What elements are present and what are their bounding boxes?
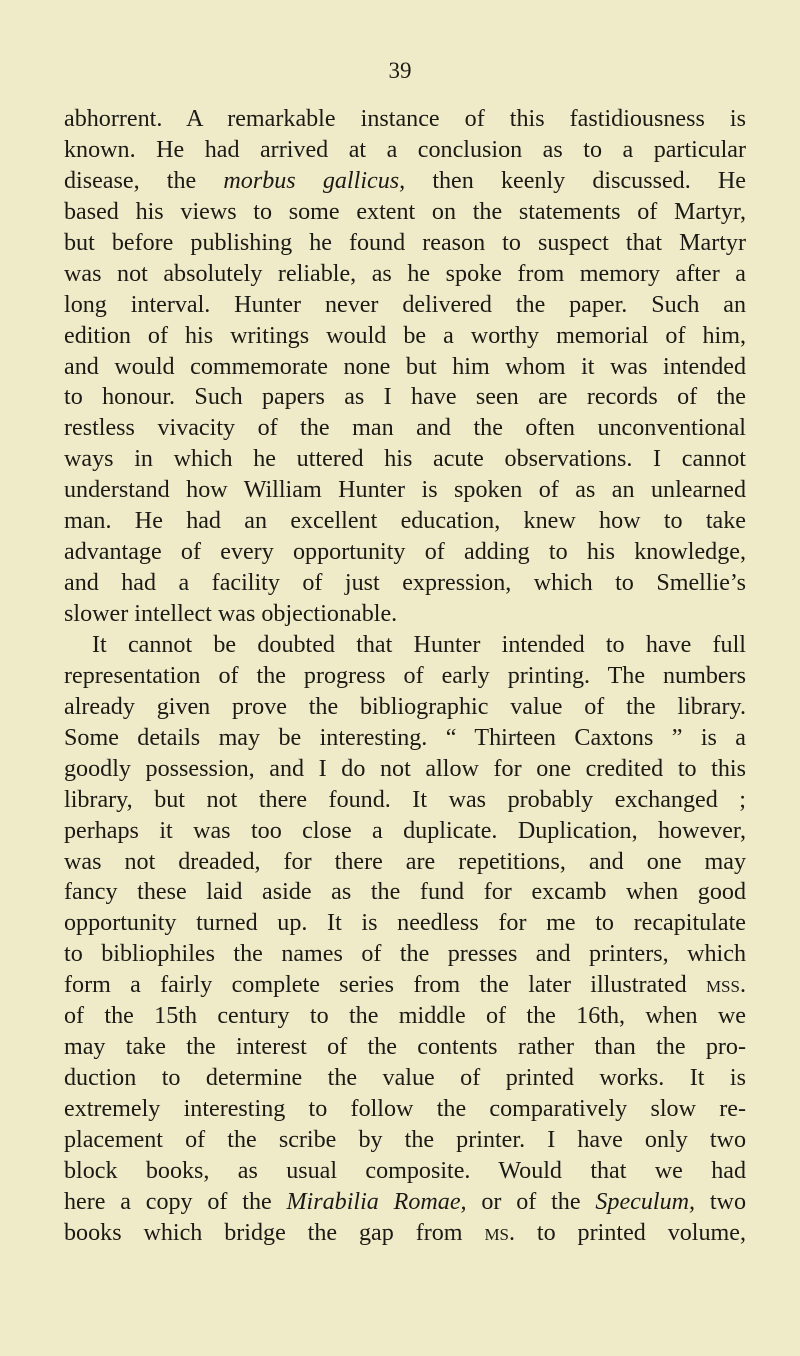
text-line <box>64 197 746 228</box>
body-text <box>64 104 746 1249</box>
text-run: opportunity turned up. It is needless for me to recapitulate <box>64 910 746 937</box>
text-run: edition of his writings would be a worthy memorial of him, <box>64 322 746 349</box>
page-number: 39 <box>388 58 412 83</box>
text-line <box>64 723 746 754</box>
text-line <box>64 104 746 135</box>
text-line <box>64 537 746 568</box>
text-run: understand how William Hunter is spoken of as an unlearned <box>64 477 746 504</box>
text-line <box>64 321 746 352</box>
small-caps-text: ms. <box>484 1219 516 1246</box>
text-run: to honour. Such papers as I have seen are records of the <box>64 384 746 411</box>
text-run: or of the <box>466 1188 596 1215</box>
text-run: man. He had an excellent education, knew how to take <box>64 508 746 535</box>
text-run: may take the interest of the contents rather than the pro- <box>64 1034 746 1061</box>
text-line <box>64 506 746 537</box>
text-run: It cannot be doubted that Hunter intended to have full <box>92 631 746 658</box>
text-line <box>64 135 746 166</box>
text-line <box>64 259 746 290</box>
text-line <box>64 661 746 692</box>
text-run: block books, as usual composite. Would that we had <box>64 1157 746 1184</box>
text-run: was not dreaded, for there are repetitions, and one may <box>64 848 746 875</box>
text-line <box>64 754 746 785</box>
text-run: perhaps it was too close a duplicate. Duplication, however, <box>64 817 746 844</box>
text-run: representation of the progress of early printing. The numbers <box>64 662 746 689</box>
text-line <box>64 692 746 723</box>
text-line <box>64 352 746 383</box>
italic-text: morbus gallicus, <box>223 167 406 194</box>
text-line <box>64 228 746 259</box>
small-caps-text: mss. <box>705 972 746 999</box>
text-run: advantage of every opportunity of adding to his knowledge, <box>64 539 746 566</box>
text-run: goodly possession, and I do not allow for one credited to this <box>64 755 746 782</box>
text-line <box>64 444 746 475</box>
text-line <box>64 290 746 321</box>
text-line <box>64 166 746 197</box>
text-line <box>64 877 746 908</box>
text-run: already given prove the bibliographic value of the library. <box>64 693 746 720</box>
text-run: form a fairly complete series from the later illustrated <box>64 972 706 999</box>
text-line <box>64 1032 746 1063</box>
text-run: to printed volume, <box>515 1219 746 1246</box>
text-run: known. He had arrived at a conclusion as to a particular <box>64 136 746 163</box>
text-line <box>64 630 746 661</box>
text-run: and would commemorate none but him whom it was intended <box>64 353 746 380</box>
text-line <box>64 1156 746 1187</box>
text-run: then keenly discussed. He <box>405 167 746 194</box>
text-line <box>64 599 746 630</box>
text-run: two <box>695 1188 747 1215</box>
text-run: of the 15th century to the middle of the 16th, when we <box>64 1003 746 1030</box>
text-run: restless vivacity of the man and the often unconventional <box>64 415 746 442</box>
text-run: Some details may be interesting. “ Thirteen Caxtons ” is a <box>64 724 746 751</box>
italic-text: Speculum, <box>595 1188 696 1215</box>
text-run: abhorrent. A remarkable instance of this fastidiousness is <box>64 106 746 132</box>
text-run: fancy these laid aside as the fund for excamb when good <box>64 879 746 906</box>
text-line <box>64 413 746 444</box>
text-run: and had a facility of just expression, which to Smellie’s <box>64 570 746 597</box>
text-line <box>64 382 746 413</box>
text-run: here a copy of the <box>64 1188 287 1215</box>
text-run: duction to determine the value of printed works. It is <box>64 1065 746 1092</box>
text-line <box>64 908 746 939</box>
text-line <box>64 847 746 878</box>
text-line <box>64 970 746 1001</box>
italic-text: Mirabilia Romae, <box>286 1188 467 1215</box>
text-line <box>64 1094 746 1125</box>
text-line <box>64 1218 746 1249</box>
text-line <box>64 1063 746 1094</box>
text-run: extremely interesting to follow the comparatively slow re- <box>64 1096 746 1122</box>
text-line <box>64 1125 746 1156</box>
text-run: ways in which he uttered his acute observations. I cannot <box>64 446 746 473</box>
text-line <box>64 785 746 816</box>
text-run: to bibliophiles the names of the presses and printers, which <box>64 941 746 968</box>
text-run: placement of the scribe by the printer. I have only two <box>64 1126 746 1153</box>
text-run: slower intellect was objectionable. <box>64 601 398 627</box>
text-line <box>64 475 746 506</box>
text-run: based his views to some extent on the statements of Martyr, <box>64 198 746 225</box>
text-line <box>64 939 746 970</box>
text-run: but before publishing he found reason to suspect that Martyr <box>64 229 746 256</box>
text-run: was not absolutely reliable, as he spoke from memory after a <box>64 260 746 287</box>
text-run: long interval. Hunter never delivered the paper. Such an <box>64 291 746 318</box>
text-line <box>64 1187 746 1218</box>
text-run: books which bridge the gap from <box>64 1219 485 1246</box>
text-line <box>64 1001 746 1032</box>
text-run: disease, the <box>64 167 224 194</box>
text-line <box>64 816 746 847</box>
text-run: library, but not there found. It was probably exchanged ; <box>64 786 746 813</box>
text-line <box>64 568 746 599</box>
